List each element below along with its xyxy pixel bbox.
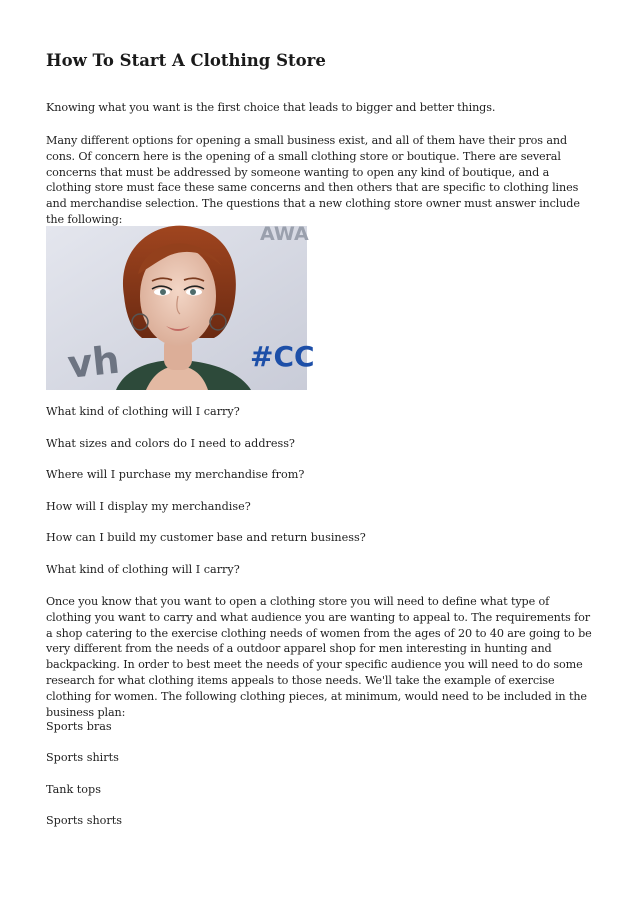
question-item: How can I build my customer base and return business? <box>46 531 366 544</box>
clothing-item: Sports bras <box>46 720 112 733</box>
page-title: How To Start A Clothing Store <box>46 51 326 70</box>
question-item: How will I display my merchandise? <box>46 500 251 513</box>
question-item: What kind of clothing will I carry? <box>46 405 240 418</box>
clothing-item: Tank tops <box>46 783 101 796</box>
intro-paragraph: Knowing what you want is the first choice that leads to bigger and better things. <box>46 101 496 114</box>
sign-text-left: vh <box>65 337 122 387</box>
body-paragraph-1: Many different options for opening a small business exist, and all of them have their pros and cons. Of concern here is the opening of a small clothing store or boutique. There are several concerns that must be addressed by someone wanting to open any kind of boutique, and a clothing store must face these same concerns and then others that are specific to clothing lines and merchandise selection. The questions that a new clothing store owner must answer include the following: <box>46 134 580 226</box>
celebrity-photo <box>46 223 315 390</box>
question-item: What sizes and colors do I need to address? <box>46 437 295 450</box>
question-item: Where will I purchase my merchandise from? <box>46 468 305 481</box>
clothing-item: Sports shirts <box>46 751 119 764</box>
body-paragraph-2: Once you know that you want to open a clothing store you will need to define what type of clothing you want to carry and what audience you are wanting to appeal to. The requirements for a shop catering to the exercise clothing needs of women from the ages of 20 to 40 are going to be very different from the needs of a outdoor apparel shop for men interesting in hunting and backpacking. In order to best meet the needs of your specific audience you will need to do some research for what clothing items appeals to those needs. We'll take the example of exercise clothing for women. The following clothing pieces, at minimum, would need to be included in the business plan: <box>46 595 592 719</box>
sign-text-right: #CC <box>250 340 315 373</box>
question-item: What kind of clothing will I carry? <box>46 563 240 576</box>
clothing-item: Sports shorts <box>46 814 122 827</box>
photo-illustration <box>46 223 315 390</box>
sign-text-top: AWA <box>260 223 309 245</box>
